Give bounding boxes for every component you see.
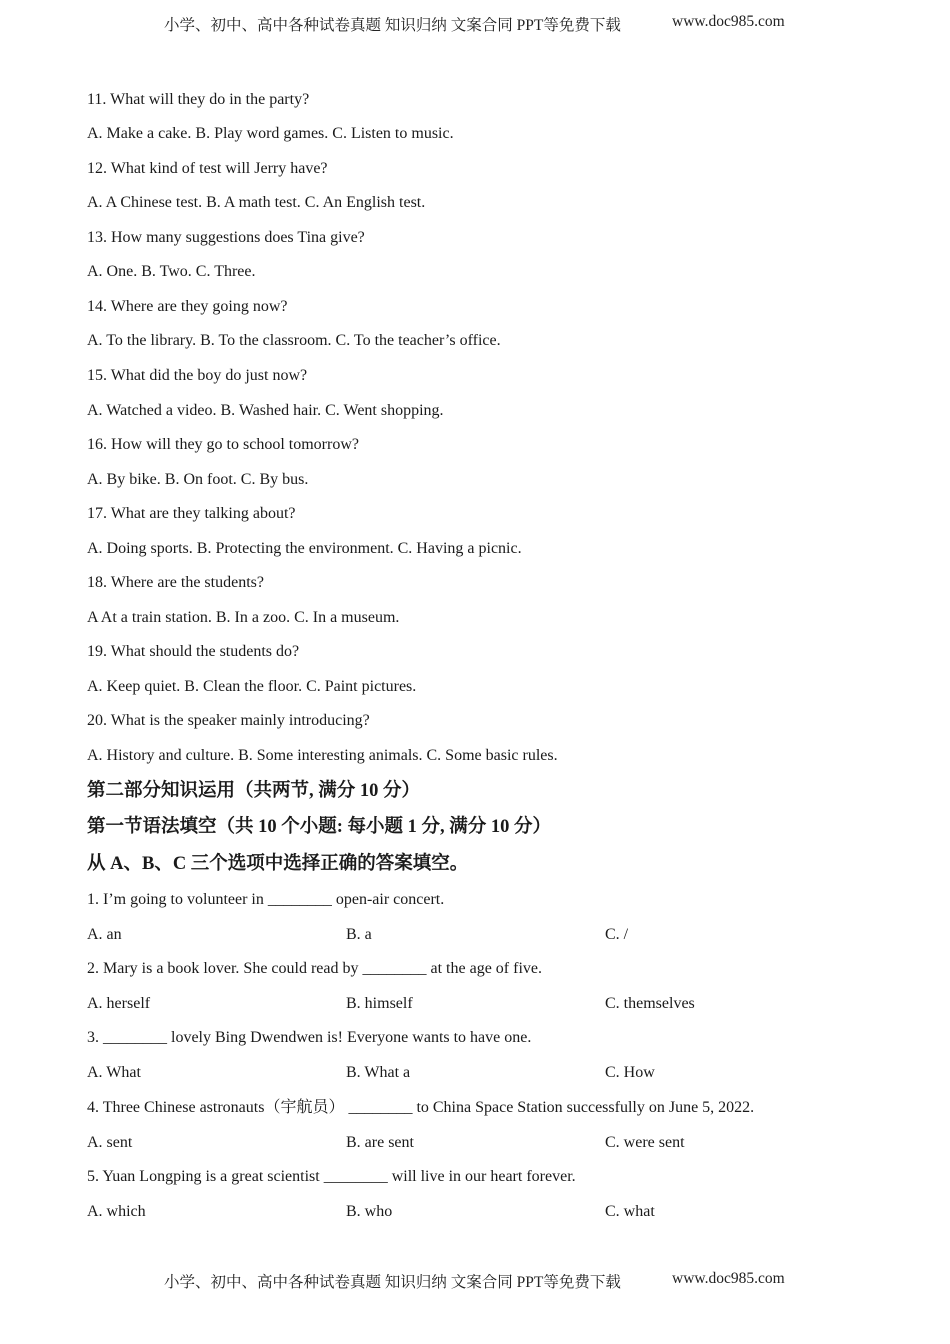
grammar-5-option-a: A. which [87,1203,146,1220]
grammar-4-option-a: A. sent [87,1134,133,1151]
grammar-3-option-a: A. What [87,1064,141,1081]
options-11: A. Make a cake. B. Play word games. C. Listen to music. [87,125,454,142]
grammar-question-2: 2. Mary is a book lover. She could read by ________ at the age of five. [87,960,542,977]
grammar-2-option-a: A. herself [87,995,151,1012]
options-12: A. A Chinese test. B. A math test. C. An English test. [87,194,426,211]
question-11: 11. What will they do in the party? [87,91,310,108]
options-19: A. Keep quiet. B. Clean the floor. C. Paint pictures. [87,678,417,695]
question-20: 20. What is the speaker mainly introducing? [87,712,370,729]
question-12: 12. What kind of test will Jerry have? [87,160,328,177]
grammar-4-option-c: C. were sent [605,1134,685,1151]
options-15: A. Watched a video. B. Washed hair. C. Went shopping. [87,402,444,419]
grammar-4-option-b: B. are sent [346,1134,414,1151]
section-instruction: 从 A、B、C 三个选项中选择正确的答案填空。 [87,854,469,874]
header-url: www.doc985.com [672,13,785,30]
grammar-question-4: 4. Three Chinese astronauts（宇航员） ________ to China Space Station successfully on June 5, 2022. [87,1099,755,1116]
section1-title: 第一节语法填空（共 10 个小题: 每小题 1 分, 满分 10 分） [87,817,552,837]
options-13: A. One. B. Two. C. Three. [87,263,256,280]
grammar-1-option-c: C. / [605,926,629,943]
question-14: 14. Where are they going now? [87,298,288,315]
options-14: A. To the library. B. To the classroom. C. To the teacher’s office. [87,332,501,349]
question-16: 16. How will they go to school tomorrow? [87,436,359,453]
part2-title: 第二部分知识运用（共两节, 满分 10 分） [87,781,421,801]
grammar-1-option-a: A. an [87,926,122,943]
question-19: 19. What should the students do? [87,643,300,660]
footer-text: 小学、初中、高中各种试卷真题 知识归纳 文案合同 PPT等免费下载 [164,1274,621,1291]
grammar-1-option-b: B. a [346,926,372,943]
question-18: 18. Where are the students? [87,574,264,591]
options-18: A At a train station. B. In a zoo. C. In a museum. [87,609,400,626]
header-text: 小学、初中、高中各种试卷真题 知识归纳 文案合同 PPT等免费下载 [164,17,621,34]
options-17: A. Doing sports. B. Protecting the environment. C. Having a picnic. [87,540,522,557]
question-13: 13. How many suggestions does Tina give? [87,229,365,246]
footer-url: www.doc985.com [672,1270,785,1287]
grammar-3-option-b: B. What a [346,1064,411,1081]
question-17: 17. What are they talking about? [87,505,296,522]
grammar-question-1: 1. I’m going to volunteer in ________ open-air concert. [87,891,445,908]
grammar-question-5: 5. Yuan Longping is a great scientist ________ will live in our heart forever. [87,1168,576,1185]
question-15: 15. What did the boy do just now? [87,367,308,384]
grammar-5-option-c: C. what [605,1203,655,1220]
grammar-question-3: 3. ________ lovely Bing Dwendwen is! Everyone wants to have one. [87,1029,532,1046]
grammar-2-option-c: C. themselves [605,995,695,1012]
grammar-5-option-b: B. who [346,1203,393,1220]
grammar-2-option-b: B. himself [346,995,413,1012]
grammar-3-option-c: C. How [605,1064,655,1081]
options-16: A. By bike. B. On foot. C. By bus. [87,471,309,488]
options-20: A. History and culture. B. Some interesting animals. C. Some basic rules. [87,747,558,764]
